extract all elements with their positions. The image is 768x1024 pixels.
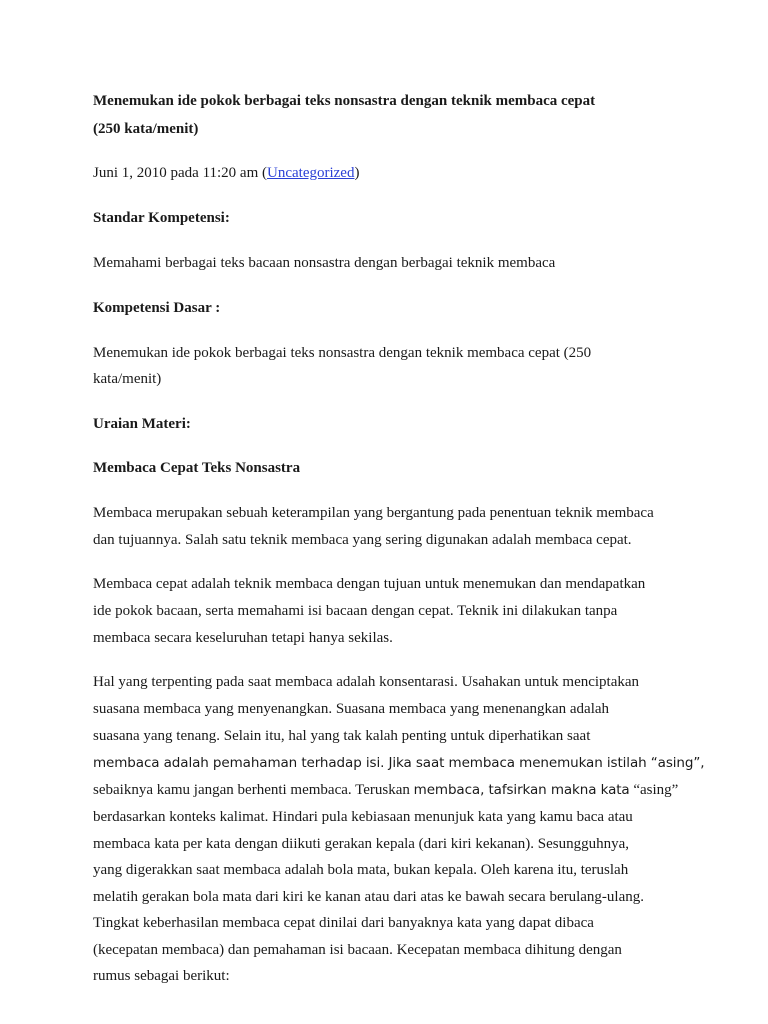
paragraph-3-line-part: sebaiknya kamu jangan berhenti membaca. Teruskan: [93, 782, 414, 798]
section-heading: Membaca Cepat Teks Nonsastra: [93, 460, 301, 476]
paragraph-3-line: suasana membaca yang menyenangkan. Suasana membaca yang menenangkan adalah: [93, 701, 610, 717]
paragraph-2-line: membaca secara keseluruhan tetapi hanya sekilas.: [93, 630, 393, 646]
paragraph-1-line: dan tujuannya. Salah satu teknik membaca yang sering digunakan adalah membaca cepat.: [93, 532, 632, 548]
standar-kompetensi-text: Memahami berbagai teks bacaan nonsastra dengan berbagai teknik membaca: [93, 255, 556, 271]
paragraph-3-line: yang digerakkan saat membaca adalah bola mata, bukan kepala. Oleh karena itu, teruslah: [93, 862, 629, 878]
paragraph-3-line: Hal yang terpenting pada saat membaca adalah konsentarasi. Usahakan untuk menciptakan: [93, 674, 640, 690]
paragraph-3-line-part: “asing”: [629, 782, 679, 798]
paragraph-3-line: Tingkat keberhasilan membaca cepat dinilai dari banyaknya kata yang dapat dibaca: [93, 915, 594, 931]
paragraph-3-line: suasana yang tenang. Selain itu, hal yang tak kalah penting untuk diperhatikan saat: [93, 728, 591, 744]
category-link[interactable]: Uncategorized: [267, 165, 355, 181]
post-date: Juni 1, 2010 pada 11:20 am (: [93, 165, 268, 181]
paragraph-3-line: melatih gerakan bola mata dari kiri ke kanan atau dari atas ke bawah secara berulang-ulang.: [93, 889, 644, 905]
paragraph-3-line: berdasarkan konteks kalimat. Hindari pula kebiasaan menunjuk kata yang kamu baca atau: [93, 809, 633, 825]
paragraph-3-line-part: membaca, tafsirkan makna kata: [413, 782, 630, 798]
article-title-line-1: Menemukan ide pokok berbagai teks nonsastra dengan teknik membaca cepat: [93, 93, 596, 109]
post-meta: [93, 163, 359, 183]
kompetensi-dasar-text-1: Menemukan ide pokok berbagai teks nonsastra dengan teknik membaca cepat (250: [93, 345, 592, 361]
standar-kompetensi-heading: Standar Kompetensi:: [93, 210, 230, 226]
kompetensi-dasar-text-2: kata/menit): [93, 371, 162, 387]
paragraph-2-line: ide pokok bacaan, serta memahami isi bacaan dengan cepat. Teknik ini dilakukan tanpa: [93, 603, 618, 619]
paragraph-3-line: (kecepatan membaca) dan pemahaman isi bacaan. Kecepatan membaca dihitung dengan: [93, 942, 622, 958]
article-title-line-2: (250 kata/menit): [93, 121, 199, 137]
paragraph-1-line: Membaca merupakan sebuah keterampilan yang bergantung pada penentuan teknik membaca: [93, 505, 654, 521]
paragraph-2-line: Membaca cepat adalah teknik membaca dengan tujuan untuk menemukan dan mendapatkan: [93, 576, 646, 592]
paragraph-3-line: membaca kata per kata dengan diikuti gerakan kepala (dari kiri kekanan). Sesungguhnya,: [93, 836, 630, 852]
uraian-materi-heading: Uraian Materi:: [93, 416, 191, 432]
paragraph-3-line: membaca adalah pemahaman terhadap isi. Jika saat membaca menemukan istilah “asing”,: [93, 755, 705, 771]
post-meta-suffix: ): [354, 165, 360, 181]
kompetensi-dasar-heading: Kompetensi Dasar :: [93, 300, 221, 316]
paragraph-3-line: rumus sebagai berikut:: [93, 968, 230, 984]
paragraph-3-line: [93, 780, 678, 800]
